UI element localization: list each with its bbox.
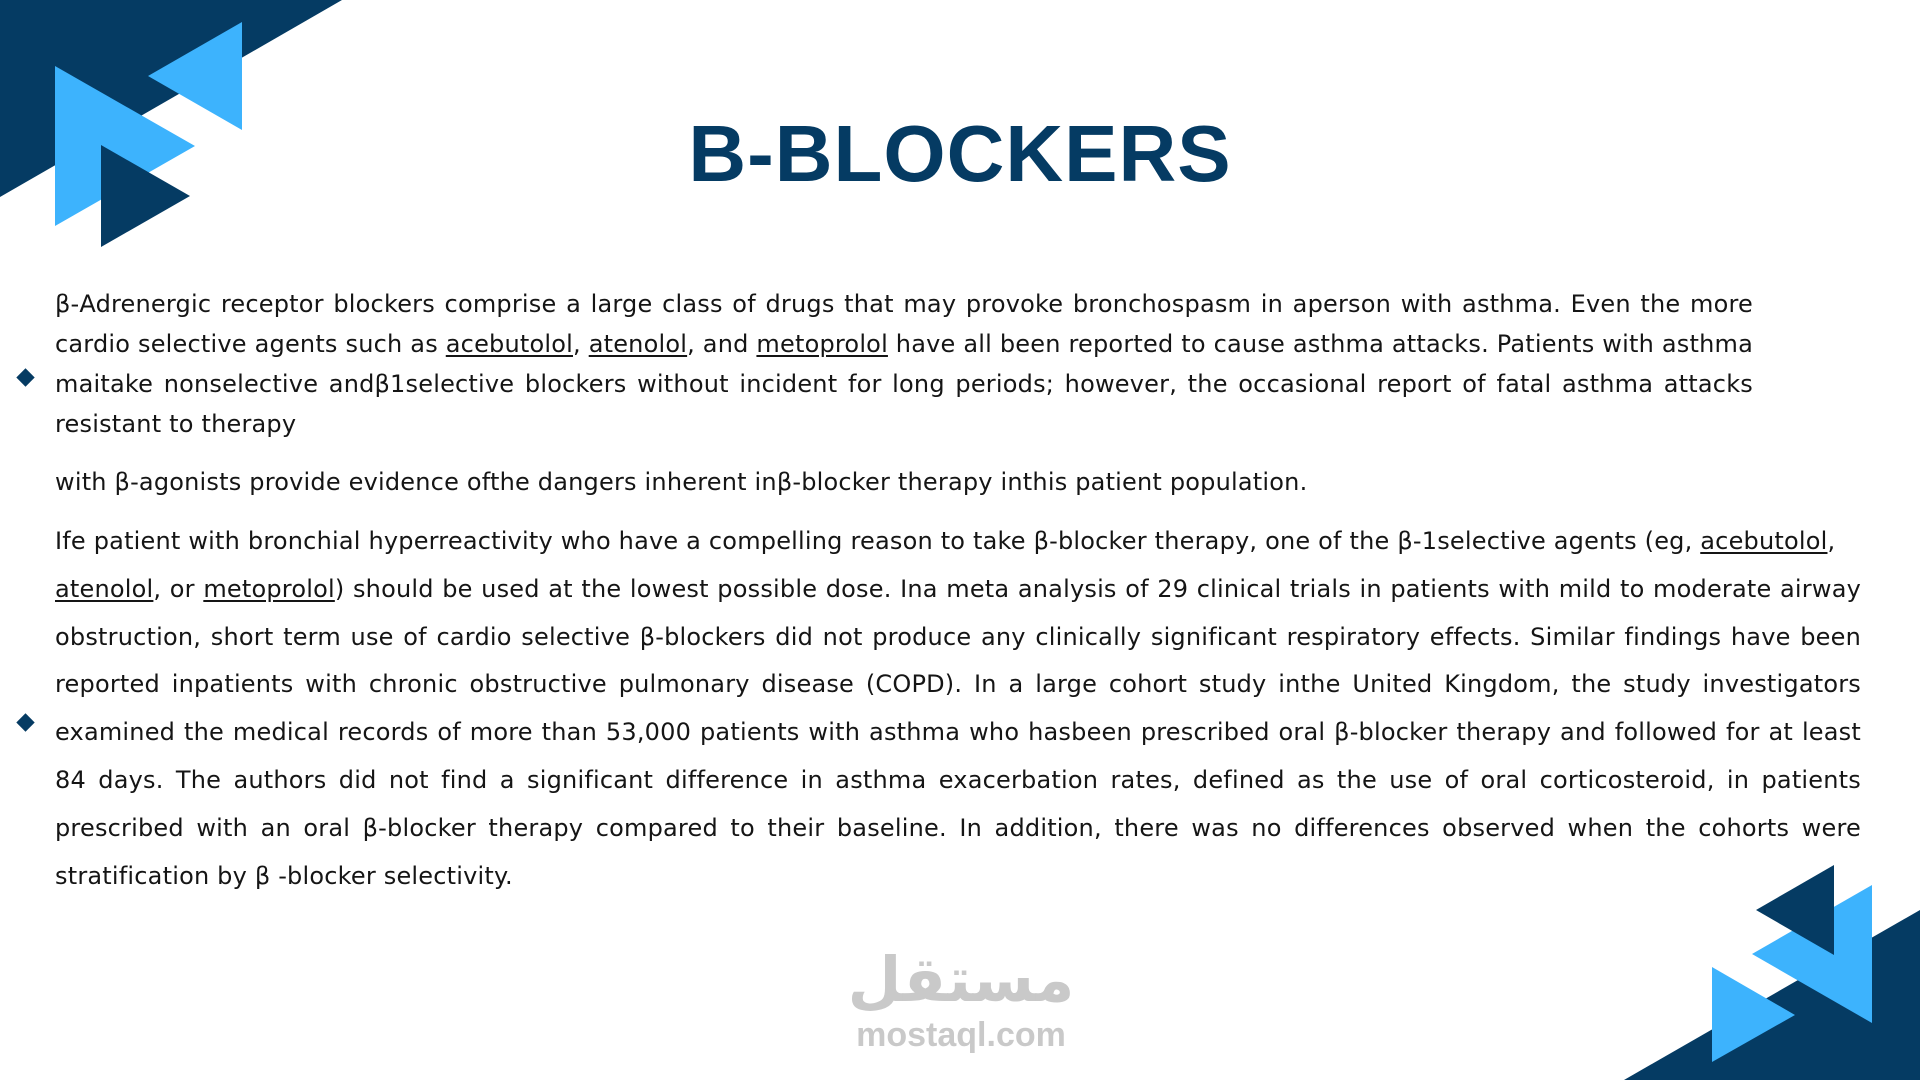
- watermark-arabic-logo: مستقل: [847, 943, 1075, 1016]
- paragraph-text: ,: [573, 330, 589, 358]
- paragraph-text: , and: [687, 330, 757, 358]
- paragraph-beta-blockers-intro: [55, 284, 1753, 444]
- paragraph-text: have all been reported to cause asthma attacks. Patients with asthma maitake nonselective andβ1selective blockers without incident for long periods; however, the occasional report of fatal asthma attacks resistant to therapy: [55, 330, 1753, 438]
- drug-link-atenolol: atenolol: [55, 574, 154, 603]
- paragraph-text: ) should be used at the lowest possible dose. Ina meta analysis of 29 clinical trials in patients with mild to moderate airway obstruction, short term use of cardio selective β-blockers did not produce any clinically significant respiratory effects. Similar findings have been reported inpatients with chronic obstructive pulmonary disease (COPD). In a large cohort study inthe United Kingdom, the study investigators examined the medical records of more than 53,000 patients with asthma who hasbeen prescribed oral β-blocker therapy and followed for at least 84 days. The authors did not find a significant difference in asthma exacerbation rates, defined as the use of oral corticosteroid, in patients prescribed with an oral β-blocker therapy compared to their baseline. In addition, there was no differences observed when the cohorts were stratification by β -blocker selectivity.: [55, 574, 1862, 890]
- drug-link-atenolol: atenolol: [588, 330, 688, 358]
- watermark-domain: mostaql.com: [856, 1016, 1066, 1054]
- drug-link-acebutolol: acebutolol: [1700, 527, 1828, 555]
- bottom-right-navy-band: [1624, 910, 1920, 1080]
- paragraph-text: ,: [1827, 527, 1836, 555]
- mostaql-watermark: [843, 945, 1079, 1065]
- paragraph-text: , or: [153, 574, 204, 603]
- drug-link-metoprolol: metoprolol: [203, 574, 335, 603]
- paragraph-selective-agents: [55, 518, 1861, 900]
- paragraph-beta-agonists: with β-agonists provide evidence ofthe dangers inherent inβ-blocker therapy inthis patient population.: [55, 468, 1308, 496]
- slide-title: Β-BLOCKERS: [688, 109, 1232, 198]
- paragraph-text: β-Adrenergic receptor blockers comprise a large class of drugs that may provoke bronchospasm in aperson with asthma. Even the more cardio selective agents such as: [55, 290, 1753, 358]
- paragraph-text: Ife patient with bronchial hyperreactivity who have a compelling reason to take β-blocker therapy, one of the β-1selective agents (eg,: [55, 527, 1701, 555]
- drug-link-acebutolol: acebutolol: [445, 330, 573, 358]
- drug-link-metoprolol: metoprolol: [756, 330, 888, 358]
